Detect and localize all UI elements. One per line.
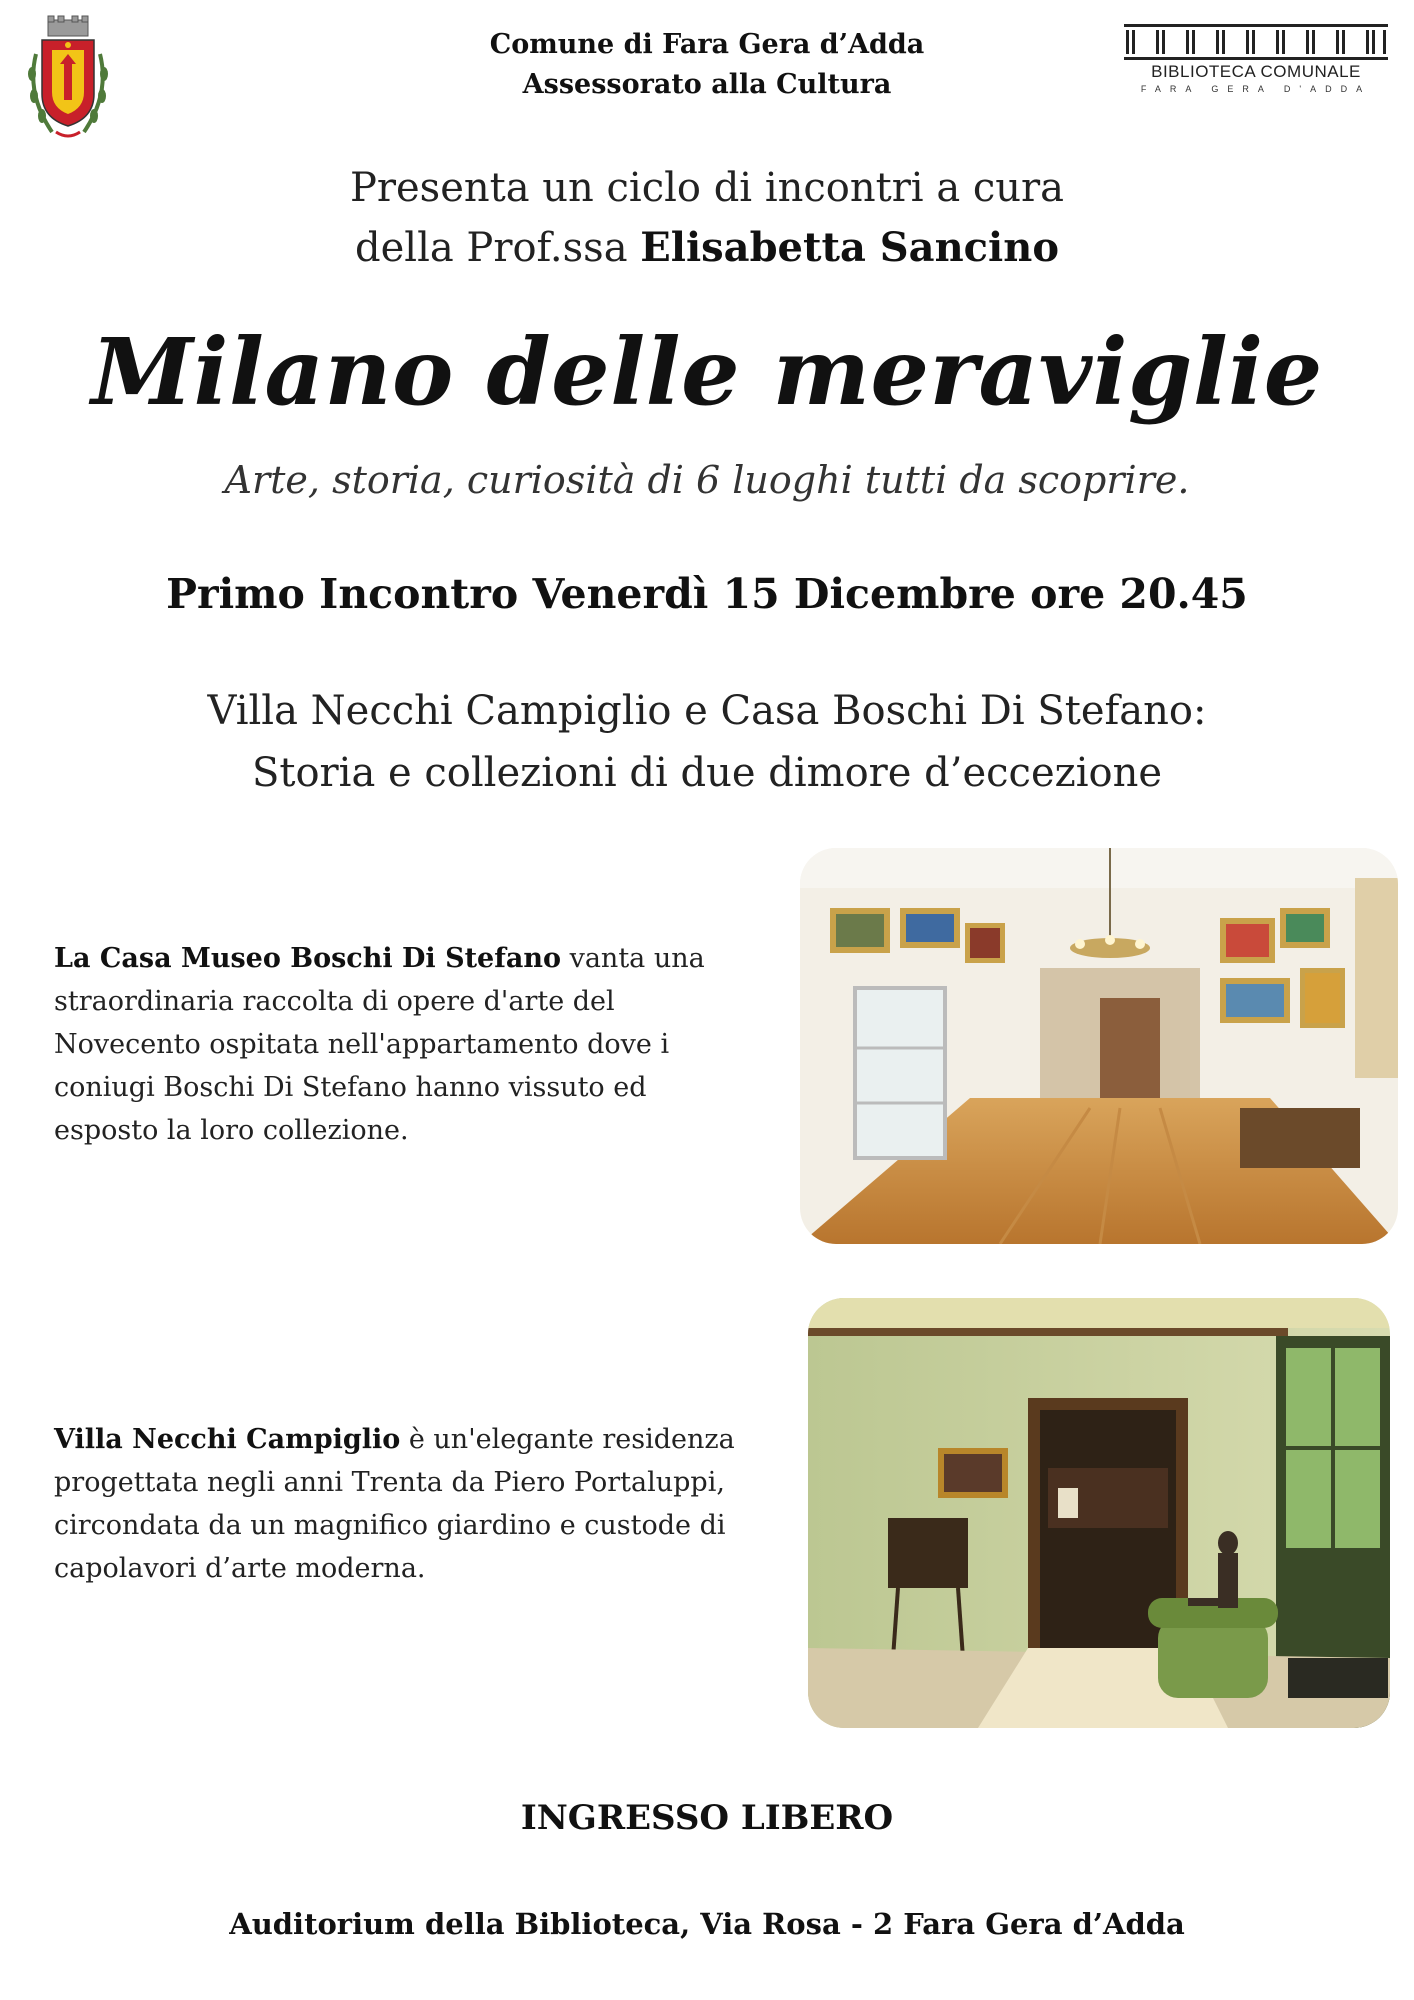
intro-prefix: della Prof.ssa <box>355 225 641 271</box>
org-line-1: Comune di Fara Gera d’Adda <box>489 29 925 60</box>
intro-line-1: Presenta un ciclo di incontri a cura <box>349 165 1065 211</box>
section-2-bold: Villa Necchi Campiglio <box>54 1424 401 1455</box>
entry-notice: INGRESSO LIBERO <box>520 1798 894 1838</box>
library-logo <box>1122 22 1390 104</box>
villa-interior-photo <box>808 1298 1390 1728</box>
presenter-name: Elisabetta Sancino <box>640 224 1059 271</box>
org-line-2: Assessorato alla Cultura <box>522 69 892 100</box>
section-1-text: vanta una straordinaria raccolta di opere d'arte del Novecento ospitata nell'appartamento dove i coniugi Boschi Di Stefano hanno vissuto ed esposto la loro collezione. <box>54 943 705 1146</box>
library-name: BIBLIOTECA COMUNALE <box>1151 62 1361 81</box>
presenter-intro <box>0 158 1414 278</box>
library-colonnade-icon <box>1122 22 1390 62</box>
section-1-bold: La Casa Museo Boschi Di Stefano <box>54 943 561 974</box>
topic-line-1: Villa Necchi Campiglio e Casa Boschi Di Stefano: <box>207 688 1207 734</box>
library-subtitle: FARA GERA D'ADDA <box>1140 84 1372 94</box>
section-boschi-di-stefano <box>54 937 714 1152</box>
section-2-text: è un'elegante residenza progettata negli anni Trenta da Piero Portaluppi, circondata da un magnifico giardino e custode di capolavori d’arte moderna. <box>54 1424 735 1584</box>
meeting-topic <box>0 680 1414 804</box>
museum-interior-photo <box>800 848 1398 1244</box>
page-title: Milano delle meraviglie <box>91 318 1323 426</box>
page-subtitle: Arte, storia, curiosità di 6 luoghi tutti da scoprire. <box>224 458 1190 502</box>
first-meeting-date: Primo Incontro Venerdì 15 Dicembre ore 20.45 <box>166 570 1248 618</box>
section-villa-necchi <box>54 1418 774 1590</box>
intro-line-2 <box>0 218 1414 278</box>
topic-line-2: Storia e collezioni di due dimore d’eccezione <box>251 750 1163 796</box>
venue-address: Auditorium della Biblioteca, Via Rosa - 2 Fara Gera d’Adda <box>229 1907 1185 1941</box>
